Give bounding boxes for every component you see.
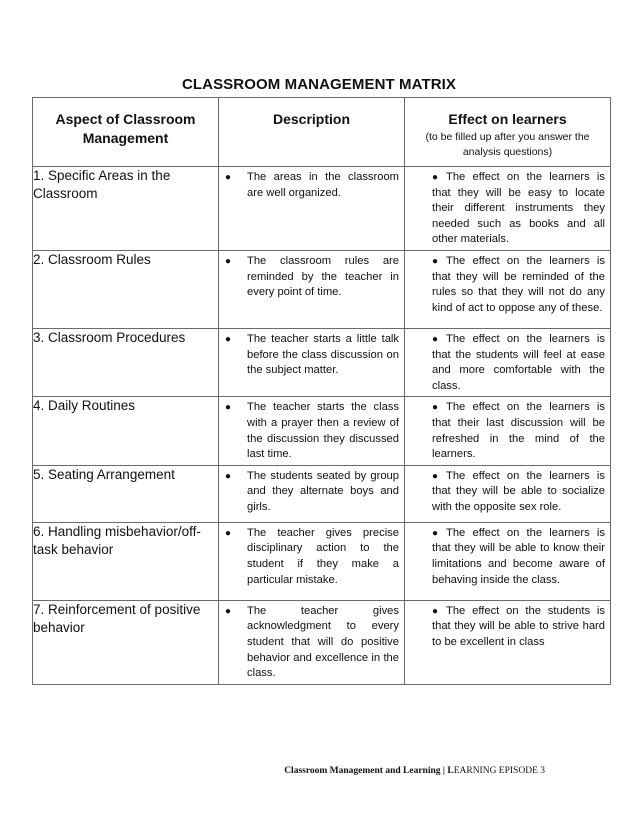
bullet-icon: ● — [432, 402, 439, 414]
bullet-icon: ● — [225, 402, 232, 414]
effect-cell: ● The effect on the learners is that the students will feel at ease and more comfortable with the class. — [405, 328, 611, 396]
bullet-icon: ● — [225, 605, 232, 617]
header-effect-title: Effect on learners — [448, 111, 567, 127]
description-cell: ● The classroom rules are reminded by the teacher in every point of time. — [219, 250, 405, 328]
bullet-icon: ● — [225, 333, 232, 345]
bullet-icon: ● — [225, 470, 232, 482]
page-title: CLASSROOM MANAGEMENT MATRIX — [181, 76, 457, 93]
aspect-cell: 6. Handling misbehavior/off-task behavior — [33, 522, 219, 600]
description-cell: ● The teacher starts a little talk before the class discussion on the subject matter. — [219, 328, 405, 396]
bullet-icon: ● — [432, 172, 439, 183]
aspect-cell: 5. Seating Arrangement — [33, 465, 219, 522]
header-description: Description — [219, 98, 405, 167]
bullet-icon: ● — [225, 255, 232, 267]
header-effect — [405, 98, 611, 167]
description-cell: ● The teacher gives precise disciplinary action to the student if they make a particular mistake. — [219, 522, 405, 600]
table-row — [33, 167, 611, 251]
effect-cell: ● The effect on the learners is that they will be able to socialize with the opposite sex role. — [405, 465, 611, 522]
effect-cell: ● The effect on the learners is that their last discussion will be refreshed in the mind of the learners. — [405, 397, 611, 465]
table-row — [33, 328, 611, 396]
aspect-cell: 4. Daily Routines — [33, 397, 219, 465]
aspect-cell: 1. Specific Areas in the Classroom — [33, 167, 219, 251]
table-header-row — [33, 98, 611, 167]
page-footer — [0, 766, 545, 776]
aspect-cell: 3. Classroom Procedures — [33, 328, 219, 396]
table-row — [33, 522, 611, 600]
bullet-icon: ● — [432, 527, 439, 539]
bullet-icon: ● — [225, 172, 232, 183]
description-cell: ● The students seated by group and they alternate boys and girls. — [219, 465, 405, 522]
bullet-icon: ● — [432, 255, 439, 267]
header-effect-subtitle: (to be filled up after you answer the analysis questions) — [425, 131, 590, 158]
bullet-icon: ● — [432, 470, 439, 482]
management-matrix-table — [32, 97, 611, 685]
footer-text: Classroom Management and Learning | L — [284, 766, 454, 776]
table-row — [33, 465, 611, 522]
description-cell: ● The areas in the classroom are well organized. — [219, 167, 405, 251]
bullet-icon: ● — [432, 333, 439, 345]
footer-episode: EARNING EPISODE 3 — [453, 766, 545, 776]
effect-cell: ● The effect on the learners is that they will be able to know their limitations and become aware of behaving inside the class. — [405, 522, 611, 600]
table-row — [33, 600, 611, 684]
table-row — [33, 250, 611, 328]
bullet-icon: ● — [432, 605, 439, 617]
description-cell: ● The teacher starts the class with a prayer then a review of the discussion they discussed last time. — [219, 397, 405, 465]
effect-cell: ● The effect on the learners is that they will be reminded of the rules so that they will not do any kind of act to oppose any of these. — [405, 250, 611, 328]
aspect-cell: 7. Reinforcement of positive behavior — [33, 600, 219, 684]
effect-cell: ● The effect on the learners is that they will be easy to locate their different instruments they needed such as books and all other materials. — [405, 167, 611, 251]
header-aspect: Aspect of Classroom Management — [33, 98, 219, 167]
aspect-cell: 2. Classroom Rules — [33, 250, 219, 328]
bullet-icon: ● — [225, 527, 232, 539]
effect-cell: ● The effect on the students is that they will be able to strive hard to be excellent in class — [405, 600, 611, 684]
table-row — [33, 397, 611, 465]
description-cell: ● The teacher gives acknowledgment to every student that will do positive behavior and excellence in the class. — [219, 600, 405, 684]
